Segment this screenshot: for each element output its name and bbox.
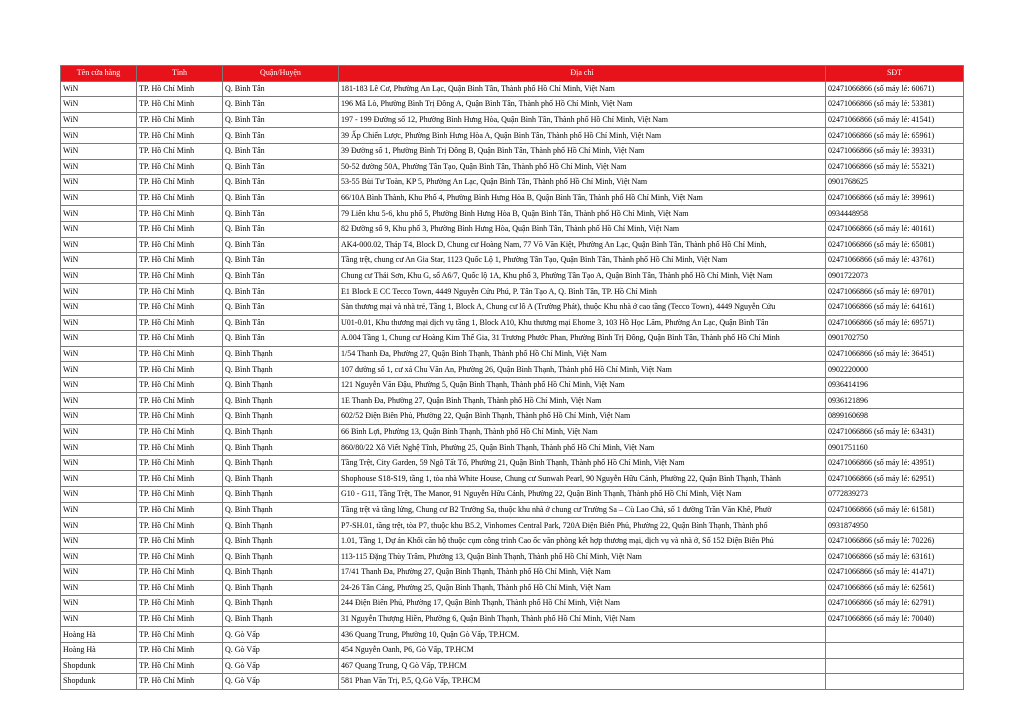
district-cell: Q. Bình Tân — [223, 253, 339, 269]
table-row — [61, 190, 964, 206]
phone-cell: 02471066866 (số máy lẻ: 43761) — [826, 253, 964, 269]
store-name-cell: WiN — [61, 440, 137, 456]
district-cell: Q. Bình Tân — [223, 237, 339, 253]
store-name-cell: Hoàng Hà — [61, 642, 137, 658]
address-cell: 602/52 Điện Biên Phủ, Phường 22, Quận Bình Thạnh, Thành phố Hồ Chí Minh, Việt Nam — [339, 409, 826, 425]
district-cell: Q. Bình Thạnh — [223, 549, 339, 565]
store-name-cell: WiN — [61, 549, 137, 565]
address-cell: AK4-000.02, Tháp T4, Block D, Chung cư Hoàng Nam, 77 Võ Văn Kiệt, Phường An Lạc, Quận Bình Tân, Thành phố Hồ Chí Minh, — [339, 237, 826, 253]
province-cell: TP. Hồ Chí Minh — [137, 455, 223, 471]
district-cell: Q. Bình Tân — [223, 81, 339, 97]
table-row — [61, 502, 964, 518]
district-cell: Q. Bình Tân — [223, 284, 339, 300]
district-cell: Q. Gò Vấp — [223, 658, 339, 674]
phone-cell: 0936121896 — [826, 393, 964, 409]
table-row — [61, 580, 964, 596]
phone-cell: 0901768625 — [826, 175, 964, 191]
phone-cell: 02471066866 (số máy lẻ: 39961) — [826, 190, 964, 206]
phone-cell — [826, 642, 964, 658]
header-phone: SĐT — [826, 66, 964, 82]
phone-cell: 02471066866 (số máy lẻ: 63431) — [826, 424, 964, 440]
address-cell: Chung cư Thái Sơn, Khu G, số A6/7, Quốc lộ 1A, Khu phố 3, Phường Tân Tạo A, Quận Bình Tân, Thành phố Hồ Chí Minh, Việt Nam — [339, 268, 826, 284]
district-cell: Q. Bình Tân — [223, 175, 339, 191]
district-cell: Q. Bình Tân — [223, 190, 339, 206]
phone-cell: 02471066866 (số máy lẻ: 53381) — [826, 97, 964, 113]
phone-cell: 02471066866 (số máy lẻ: 41541) — [826, 112, 964, 128]
table-row — [61, 128, 964, 144]
phone-cell: 02471066866 (số máy lẻ: 55321) — [826, 159, 964, 175]
district-cell: Q. Bình Tân — [223, 315, 339, 331]
district-cell: Q. Bình Thạnh — [223, 611, 339, 627]
phone-cell: 02471066866 (số máy lẻ: 70226) — [826, 533, 964, 549]
address-cell: Tầng Trệt, City Garden, 59 Ngô Tất Tố, Phường 21, Quận Bình Thạnh, Thành phố Hồ Chí Minh, Việt Nam — [339, 455, 826, 471]
district-cell: Q. Bình Thạnh — [223, 471, 339, 487]
table-row — [61, 518, 964, 534]
store-name-cell: WiN — [61, 175, 137, 191]
table-row — [61, 471, 964, 487]
store-name-cell: WiN — [61, 206, 137, 222]
district-cell: Q. Bình Tân — [223, 221, 339, 237]
address-cell: 467 Quang Trung, Q Gò Vấp, TP.HCM — [339, 658, 826, 674]
table-row — [61, 377, 964, 393]
store-name-cell: Shopdunk — [61, 658, 137, 674]
district-cell: Q. Bình Thạnh — [223, 533, 339, 549]
phone-cell: 02471066866 (số máy lẻ: 43951) — [826, 455, 964, 471]
store-name-cell: WiN — [61, 362, 137, 378]
district-cell: Q. Bình Thạnh — [223, 487, 339, 503]
store-name-cell: WiN — [61, 143, 137, 159]
table-row — [61, 596, 964, 612]
address-cell: 50-52 đường 50A, Phường Tân Tạo, Quận Bình Tân, Thành phố Hồ Chí Minh, Việt Nam — [339, 159, 826, 175]
address-cell: 66/10A Bình Thành, Khu Phố 4, Phường Bình Hưng Hòa B, Quận Bình Tân, Thành phố Hồ Chí Minh, Việt Nam — [339, 190, 826, 206]
table-row — [61, 409, 964, 425]
province-cell: TP. Hồ Chí Minh — [137, 549, 223, 565]
table-row — [61, 362, 964, 378]
province-cell: TP. Hồ Chí Minh — [137, 533, 223, 549]
district-cell: Q. Bình Tân — [223, 206, 339, 222]
table-row — [61, 206, 964, 222]
district-cell: Q. Bình Thạnh — [223, 455, 339, 471]
district-cell: Q. Bình Tân — [223, 159, 339, 175]
province-cell: TP. Hồ Chí Minh — [137, 284, 223, 300]
table-row — [61, 658, 964, 674]
phone-cell: 02471066866 (số máy lẻ: 39331) — [826, 143, 964, 159]
province-cell: TP. Hồ Chí Minh — [137, 658, 223, 674]
district-cell: Q. Bình Thạnh — [223, 440, 339, 456]
address-cell: 581 Phan Văn Trị, P.5, Q.Gò Vấp, TP.HCM — [339, 674, 826, 690]
table-row — [61, 565, 964, 581]
address-cell: 1/54 Thanh Đa, Phường 27, Quận Bình Thạnh, Thành phố Hồ Chí Minh, Việt Nam — [339, 346, 826, 362]
address-cell: 197 - 199 Đường số 12, Phường Bình Hưng Hòa, Quận Bình Tân, Thành phố Hồ Chí Minh, Việt Nam — [339, 112, 826, 128]
district-cell: Q. Bình Thạnh — [223, 565, 339, 581]
phone-cell: 0902220000 — [826, 362, 964, 378]
phone-cell: 0936414196 — [826, 377, 964, 393]
district-cell: Q. Bình Tân — [223, 299, 339, 315]
address-cell: 107 đường số 1, cư xá Chu Văn An, Phường 26, Quận Bình Thạnh, Thành phố Hồ Chí Minh, Việt Nam — [339, 362, 826, 378]
table-row — [61, 299, 964, 315]
store-name-cell: WiN — [61, 596, 137, 612]
province-cell: TP. Hồ Chí Minh — [137, 580, 223, 596]
table-row — [61, 97, 964, 113]
address-cell: 39 Đường số 1, Phường Bình Trị Đông B, Quận Bình Tân, Thành phố Hồ Chí Minh, Việt Nam — [339, 143, 826, 159]
province-cell: TP. Hồ Chí Minh — [137, 159, 223, 175]
store-name-cell: WiN — [61, 97, 137, 113]
province-cell: TP. Hồ Chí Minh — [137, 409, 223, 425]
store-name-cell: WiN — [61, 565, 137, 581]
table-row — [61, 175, 964, 191]
district-cell: Q. Bình Tân — [223, 128, 339, 144]
table-row — [61, 393, 964, 409]
address-cell: 1E Thanh Đa, Phường 27, Quận Bình Thạnh, Thành phố Hồ Chí Minh, Việt Nam — [339, 393, 826, 409]
province-cell: TP. Hồ Chí Minh — [137, 97, 223, 113]
store-name-cell: WiN — [61, 190, 137, 206]
district-cell: Q. Bình Thạnh — [223, 596, 339, 612]
province-cell: TP. Hồ Chí Minh — [137, 143, 223, 159]
store-name-cell: WiN — [61, 346, 137, 362]
store-name-cell: WiN — [61, 268, 137, 284]
store-name-cell: WiN — [61, 112, 137, 128]
province-cell: TP. Hồ Chí Minh — [137, 268, 223, 284]
province-cell: TP. Hồ Chí Minh — [137, 81, 223, 97]
phone-cell: 02471066866 (số máy lẻ: 36451) — [826, 346, 964, 362]
district-cell: Q. Bình Thạnh — [223, 393, 339, 409]
province-cell: TP. Hồ Chí Minh — [137, 596, 223, 612]
province-cell: TP. Hồ Chí Minh — [137, 346, 223, 362]
phone-cell: 0934448958 — [826, 206, 964, 222]
store-name-cell: WiN — [61, 128, 137, 144]
phone-cell: 02471066866 (số máy lẻ: 41471) — [826, 565, 964, 581]
province-cell: TP. Hồ Chí Minh — [137, 502, 223, 518]
store-name-cell: WiN — [61, 393, 137, 409]
address-cell: G10 - G11, Tầng Trệt, The Manor, 91 Nguyễn Hữu Cảnh, Phường 22, Quận Bình Thạnh, Thành phố Hồ Chí Minh, Việt Nam — [339, 487, 826, 503]
province-cell: TP. Hồ Chí Minh — [137, 221, 223, 237]
store-name-cell: WiN — [61, 533, 137, 549]
table-row — [61, 112, 964, 128]
store-name-cell: WiN — [61, 331, 137, 347]
address-cell: E1 Block E CC Tecco Town, 4449 Nguyễn Cửu Phú, P. Tân Tạo A, Q. Bình Tân, TP. Hồ Chí Minh — [339, 284, 826, 300]
province-cell: TP. Hồ Chí Minh — [137, 518, 223, 534]
province-cell: TP. Hồ Chí Minh — [137, 377, 223, 393]
store-name-cell: WiN — [61, 502, 137, 518]
store-name-cell: WiN — [61, 159, 137, 175]
store-name-cell: WiN — [61, 409, 137, 425]
header-store-name: Tên cửa hàng — [61, 66, 137, 82]
phone-cell: 02471066866 (số máy lẻ: 62951) — [826, 471, 964, 487]
district-cell: Q. Bình Thạnh — [223, 362, 339, 378]
table-row — [61, 143, 964, 159]
province-cell: TP. Hồ Chí Minh — [137, 175, 223, 191]
province-cell: TP. Hồ Chí Minh — [137, 627, 223, 643]
province-cell: TP. Hồ Chí Minh — [137, 128, 223, 144]
province-cell: TP. Hồ Chí Minh — [137, 471, 223, 487]
table-row — [61, 487, 964, 503]
store-name-cell: WiN — [61, 471, 137, 487]
address-cell: 181-183 Lê Cơ, Phường An Lạc, Quận Bình Tân, Thành phố Hồ Chí Minh, Việt Nam — [339, 81, 826, 97]
table-row — [61, 642, 964, 658]
province-cell: TP. Hồ Chí Minh — [137, 253, 223, 269]
province-cell: TP. Hồ Chí Minh — [137, 487, 223, 503]
address-cell: U01-0.01, Khu thương mại dịch vụ tầng 1, Block A10, Khu thương mại Ehome 3, 103 Hồ Học Lãm, Phường An Lạc, Quận Bình Tân — [339, 315, 826, 331]
store-name-cell: WiN — [61, 455, 137, 471]
district-cell: Q. Gò Vấp — [223, 627, 339, 643]
district-cell: Q. Bình Thạnh — [223, 502, 339, 518]
store-name-cell: WiN — [61, 377, 137, 393]
table-row — [61, 253, 964, 269]
address-cell: Tầng trệt, chung cư An Gia Star, 1123 Quốc Lộ 1, Phường Tân Tạo, Quận Bình Tân, Thành phố Hồ Chí Minh, Việt Nam — [339, 253, 826, 269]
store-name-cell: WiN — [61, 81, 137, 97]
province-cell: TP. Hồ Chí Minh — [137, 362, 223, 378]
phone-cell: 02471066866 (số máy lẻ: 65961) — [826, 128, 964, 144]
address-cell: Sàn thương mại và nhà trẻ, Tầng 1, Block A, Chung cư lô A (Trường Phát), thuộc Khu nhà ở cao tầng (Tecco Town), 4449 Nguyễn Cửu — [339, 299, 826, 315]
table-row — [61, 331, 964, 347]
phone-cell: 0899160698 — [826, 409, 964, 425]
phone-cell: 02471066866 (số máy lẻ: 62561) — [826, 580, 964, 596]
phone-cell: 0931874950 — [826, 518, 964, 534]
district-cell: Q. Bình Thạnh — [223, 346, 339, 362]
store-name-cell: WiN — [61, 424, 137, 440]
address-cell: 454 Nguyễn Oanh, P6, Gò Vấp, TP.HCM — [339, 642, 826, 658]
address-cell: 24-26 Tân Cảng, Phường 25, Quận Bình Thạnh, Thành phố Hồ Chí Minh, Việt Nam — [339, 580, 826, 596]
table-row — [61, 611, 964, 627]
address-cell: 244 Điện Biên Phủ, Phường 17, Quận Bình Thạnh, Thành phố Hồ Chí Minh, Việt Nam — [339, 596, 826, 612]
store-name-cell: WiN — [61, 299, 137, 315]
phone-cell: 0901702750 — [826, 331, 964, 347]
store-name-cell: WiN — [61, 487, 137, 503]
address-cell: 39 Ấp Chiến Lược, Phường Bình Hưng Hòa A, Quận Bình Tân, Thành phố Hồ Chí Minh, Việt Nam — [339, 128, 826, 144]
district-cell: Q. Bình Thạnh — [223, 424, 339, 440]
address-cell: 31 Nguyễn Thượng Hiền, Phường 6, Quận Bình Thạnh, Thành phố Hồ Chí Minh, Việt Nam — [339, 611, 826, 627]
province-cell: TP. Hồ Chí Minh — [137, 611, 223, 627]
address-cell: Shophouse S18-S19, tầng 1, tòa nhà White House, Chung cư Sunwah Pearl, 90 Nguyễn Hữu Cảnh, Phường 22, Quận Bình Thạnh, Thành — [339, 471, 826, 487]
province-cell: TP. Hồ Chí Minh — [137, 237, 223, 253]
header-province: Tỉnh — [137, 66, 223, 82]
district-cell: Q. Gò Vấp — [223, 674, 339, 690]
phone-cell — [826, 627, 964, 643]
table-row — [61, 440, 964, 456]
province-cell: TP. Hồ Chí Minh — [137, 424, 223, 440]
table-row — [61, 237, 964, 253]
table-row — [61, 159, 964, 175]
table-row — [61, 549, 964, 565]
phone-cell — [826, 674, 964, 690]
store-name-cell: WiN — [61, 315, 137, 331]
table-row — [61, 346, 964, 362]
table-row — [61, 268, 964, 284]
province-cell: TP. Hồ Chí Minh — [137, 331, 223, 347]
table-row — [61, 81, 964, 97]
district-cell: Q. Bình Tân — [223, 112, 339, 128]
address-cell: 82 Đường số 9, Khu phố 3, Phường Bình Hưng Hòa, Quận Bình Tân, Thành phố Hồ Chí Minh, Việt Nam — [339, 221, 826, 237]
store-name-cell: WiN — [61, 580, 137, 596]
address-cell: 196 Mã Lò, Phường Bình Trị Đông A, Quận Bình Tân, Thành phố Hồ Chí Minh, Việt Nam — [339, 97, 826, 113]
province-cell: TP. Hồ Chí Minh — [137, 190, 223, 206]
province-cell: TP. Hồ Chí Minh — [137, 206, 223, 222]
province-cell: TP. Hồ Chí Minh — [137, 112, 223, 128]
district-cell: Q. Bình Tân — [223, 97, 339, 113]
address-cell: 860/80/22 Xô Viết Nghệ Tĩnh, Phường 25, Quận Bình Thạnh, Thành phố Hồ Chí Minh, Việt Nam — [339, 440, 826, 456]
phone-cell: 02471066866 (số máy lẻ: 63161) — [826, 549, 964, 565]
phone-cell: 02471066866 (số máy lẻ: 69571) — [826, 315, 964, 331]
store-name-cell: WiN — [61, 237, 137, 253]
province-cell: TP. Hồ Chí Minh — [137, 440, 223, 456]
address-cell: P7-SH.01, tầng trệt, tòa P7, thuộc khu B5.2, Vinhomes Central Park, 720A Điện Biên Phủ, Phường 22, Quận Bình Thạnh, Thành phố — [339, 518, 826, 534]
district-cell: Q. Bình Tân — [223, 331, 339, 347]
phone-cell: 02471066866 (số máy lẻ: 70040) — [826, 611, 964, 627]
table-row — [61, 221, 964, 237]
phone-cell: 02471066866 (số máy lẻ: 40161) — [826, 221, 964, 237]
table-row — [61, 284, 964, 300]
phone-cell: 02471066866 (số máy lẻ: 61581) — [826, 502, 964, 518]
header-row — [61, 66, 964, 82]
table-row — [61, 315, 964, 331]
province-cell: TP. Hồ Chí Minh — [137, 299, 223, 315]
store-name-cell: WiN — [61, 518, 137, 534]
store-name-cell: WiN — [61, 284, 137, 300]
address-cell: 53-55 Bùi Tư Toàn, KP 5, Phường An Lạc, Quận Bình Tân, Thành phố Hồ Chí Minh, Việt Nam — [339, 175, 826, 191]
header-address: Địa chỉ — [339, 66, 826, 82]
store-name-cell: WiN — [61, 221, 137, 237]
district-cell: Q. Bình Thạnh — [223, 409, 339, 425]
phone-cell: 0901722073 — [826, 268, 964, 284]
table-row — [61, 627, 964, 643]
district-cell: Q. Bình Tân — [223, 143, 339, 159]
store-name-cell: Hoàng Hà — [61, 627, 137, 643]
address-cell: 1.01, Tầng 1, Dự án Khối căn hộ thuộc cụm công trình Cao ốc văn phòng kết hợp thương mại, dịch vụ và nhà ở, Số 152 Điện Biên Phủ — [339, 533, 826, 549]
province-cell: TP. Hồ Chí Minh — [137, 315, 223, 331]
phone-cell: 0772839273 — [826, 487, 964, 503]
phone-cell — [826, 658, 964, 674]
district-cell: Q. Gò Vấp — [223, 642, 339, 658]
district-cell: Q. Bình Thạnh — [223, 580, 339, 596]
province-cell: TP. Hồ Chí Minh — [137, 565, 223, 581]
address-cell: A.004 Tầng 1, Chung cư Hoàng Kim Thế Gia, 31 Trương Phước Phan, Phường Bình Trị Đông, Quận Bình Tân, Thành phố Hồ Chí Minh — [339, 331, 826, 347]
phone-cell: 0901751160 — [826, 440, 964, 456]
district-cell: Q. Bình Thạnh — [223, 518, 339, 534]
province-cell: TP. Hồ Chí Minh — [137, 674, 223, 690]
header-district: Quận/Huyện — [223, 66, 339, 82]
phone-cell: 02471066866 (số máy lẻ: 65081) — [826, 237, 964, 253]
district-cell: Q. Bình Thạnh — [223, 377, 339, 393]
store-table — [60, 65, 964, 690]
table-row — [61, 455, 964, 471]
phone-cell: 02471066866 (số máy lẻ: 62791) — [826, 596, 964, 612]
address-cell: 113-115 Đặng Thùy Trâm, Phường 13, Quận Bình Thạnh, Thành phố Hồ Chí Minh, Việt Nam — [339, 549, 826, 565]
address-cell: 79 Liên khu 5-6, khu phố 5, Phường Bình Hưng Hòa B, Quận Bình Tân, Thành phố Hồ Chí Minh, Việt Nam — [339, 206, 826, 222]
table-row — [61, 674, 964, 690]
address-cell: 17/41 Thanh Đa, Phường 27, Quận Bình Thạnh, Thành phố Hồ Chí Minh, Việt Nam — [339, 565, 826, 581]
table-row — [61, 533, 964, 549]
phone-cell: 02471066866 (số máy lẻ: 64161) — [826, 299, 964, 315]
district-cell: Q. Bình Tân — [223, 268, 339, 284]
phone-cell: 02471066866 (số máy lẻ: 60671) — [826, 81, 964, 97]
store-name-cell: WiN — [61, 253, 137, 269]
address-cell: Tầng trệt và tầng lửng, Chung cư B2 Trường Sa, thuộc khu nhà ở chung cư Trường Sa – Cù Lao Chà, số 1 đường Trần Văn Khê, Phườ — [339, 502, 826, 518]
phone-cell: 02471066866 (số máy lẻ: 69701) — [826, 284, 964, 300]
province-cell: TP. Hồ Chí Minh — [137, 393, 223, 409]
address-cell: 436 Quang Trung, Phường 10, Quận Gò Vấp, TP.HCM. — [339, 627, 826, 643]
table-row — [61, 424, 964, 440]
store-name-cell: WiN — [61, 611, 137, 627]
address-cell: 66 Bình Lợi, Phường 13, Quận Bình Thạnh, Thành phố Hồ Chí Minh, Việt Nam — [339, 424, 826, 440]
store-name-cell: Shopdunk — [61, 674, 137, 690]
province-cell: TP. Hồ Chí Minh — [137, 642, 223, 658]
address-cell: 121 Nguyễn Văn Đậu, Phường 5, Quận Bình Thạnh, Thành phố Hồ Chí Minh, Việt Nam — [339, 377, 826, 393]
